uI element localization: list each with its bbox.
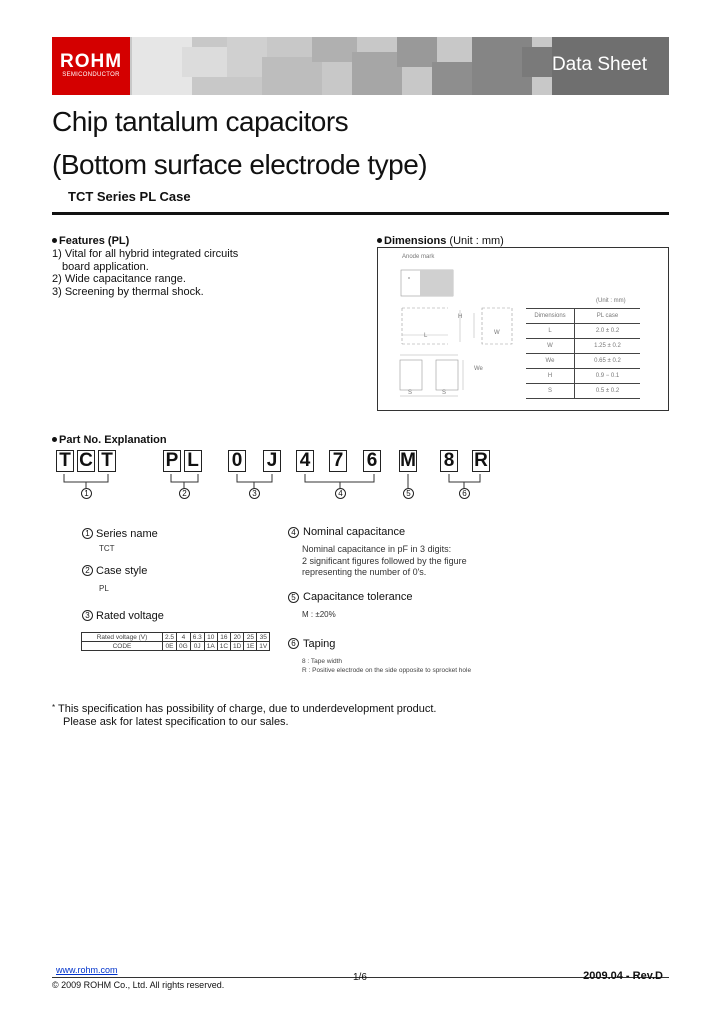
group-number: 5 xyxy=(403,488,414,499)
series-subtitle: TCT Series PL Case xyxy=(68,189,191,204)
group-number: 6 xyxy=(459,488,470,499)
item-number: 2 xyxy=(82,565,93,576)
part-char: M xyxy=(400,450,416,471)
rohm-logo[interactable] xyxy=(52,37,130,95)
revision: 2009.04 - Rev.D xyxy=(583,970,663,982)
part-char: 0 xyxy=(228,450,246,472)
feature-item: 1) Vital for all hybrid integrated circuits xyxy=(52,248,239,260)
bullet-icon xyxy=(377,238,382,243)
dim-label-we: We xyxy=(474,366,483,372)
item-number: 4 xyxy=(288,527,299,538)
footer-copyright: © 2009 ROHM Co., Ltd. All rights reserved. xyxy=(52,980,225,990)
logo-subtitle: SEMICONDUCTOR xyxy=(62,72,120,78)
table-row: W 1.25 ± 0.2 xyxy=(526,339,640,354)
features-list xyxy=(52,248,238,298)
table-row: Dimensions PL case xyxy=(526,309,640,324)
feature-item: 3) Screening by thermal shock. xyxy=(52,285,204,298)
dim-label-h: H xyxy=(458,314,463,320)
dimensions-box xyxy=(377,247,669,411)
spec-notice: * This specification has possibility of charge, due to underdevelopment product. Please ask for latest specification to our sales. xyxy=(52,703,437,728)
part-no-heading: Part No. Explanation xyxy=(52,434,167,446)
item-number: 3 xyxy=(82,610,93,621)
bullet-icon xyxy=(52,437,57,442)
part-char: 7 xyxy=(329,450,347,472)
series-name-label: Series name xyxy=(96,528,158,540)
table-row: Rated voltage (V) 2.5 4 6.3 10 16 20 25 35 xyxy=(82,633,270,642)
part-brackets xyxy=(52,472,502,490)
bullet-icon xyxy=(52,238,57,243)
asterisk-icon: * xyxy=(52,703,56,712)
item-number: 6 xyxy=(288,638,299,649)
feature-item: 2) Wide capacitance range. xyxy=(52,273,186,285)
logo-name: ROHM xyxy=(59,51,123,72)
group-number: 1 xyxy=(81,488,92,499)
item-number: 5 xyxy=(288,592,299,603)
group-number: 4 xyxy=(335,488,346,499)
table-row: S 0.5 ± 0.2 xyxy=(526,384,640,399)
group-number: 2 xyxy=(179,488,190,499)
nominal-capacitance-label: Nominal capacitance xyxy=(303,526,406,538)
table-row: CODE 0E 0G 0J 1A 1C 1D 1E 1V xyxy=(82,642,270,651)
rated-voltage-table xyxy=(81,632,270,651)
nominal-capacitance-text: Nominal capacitance in pF in 3 digits: 2 significant figures followed by the figure representing the number of 0's. xyxy=(302,544,467,577)
taping-label: Taping xyxy=(303,638,336,650)
doc-type: Data Sheet xyxy=(551,54,648,75)
part-char: 8 xyxy=(440,450,458,472)
table-row: H 0.9 − 0.1 xyxy=(526,369,640,384)
table-row: We 0.65 ± 0.2 xyxy=(526,354,640,369)
dim-label-s: S xyxy=(408,390,413,396)
dim-table-unit: (Unit : mm) xyxy=(596,298,626,304)
dimension-table xyxy=(526,308,640,399)
page-title-line2: (Bottom surface electrode type) xyxy=(52,149,428,180)
capacitance-tolerance-value: M : ±20% xyxy=(302,610,336,619)
dim-label-s: S xyxy=(442,390,447,396)
footer-url-link[interactable]: www.rohm.com xyxy=(56,965,118,975)
part-char: T xyxy=(98,450,116,472)
part-char: T xyxy=(56,450,74,472)
feature-item: board application. xyxy=(62,260,149,273)
part-char: L xyxy=(184,450,202,472)
rated-voltage-label: Rated voltage xyxy=(96,610,164,622)
taping-text: 8 : Tape width R : Positive electrode on the side opposite to sprocket hole xyxy=(302,658,472,674)
features-heading: Features (PL) xyxy=(52,235,129,247)
case-style-value: PL xyxy=(99,584,109,593)
capacitance-tolerance-label: Capacitance tolerance xyxy=(303,591,413,603)
page-title-line1: Chip tantalum capacitors xyxy=(52,106,349,137)
page-number: 1/6 xyxy=(353,972,367,983)
part-char: J xyxy=(263,450,281,472)
item-number: 1 xyxy=(82,528,93,539)
dimensions-heading: Dimensions (Unit : mm) xyxy=(377,235,504,247)
part-char: P xyxy=(163,450,181,472)
part-char: R xyxy=(472,450,490,472)
dim-label-w: W xyxy=(494,330,500,336)
table-row: L 2.0 ± 0.2 xyxy=(526,324,640,339)
title-rule xyxy=(52,212,669,215)
series-name-value: TCT xyxy=(99,544,115,553)
case-style-label: Case style xyxy=(96,565,148,577)
part-char: 6 xyxy=(363,450,381,472)
part-char: 4 xyxy=(296,450,314,472)
group-number: 3 xyxy=(249,488,260,499)
part-char: C xyxy=(77,450,95,472)
anode-mark-label: Anode mark xyxy=(402,254,435,260)
dim-label-l: L xyxy=(424,333,428,339)
